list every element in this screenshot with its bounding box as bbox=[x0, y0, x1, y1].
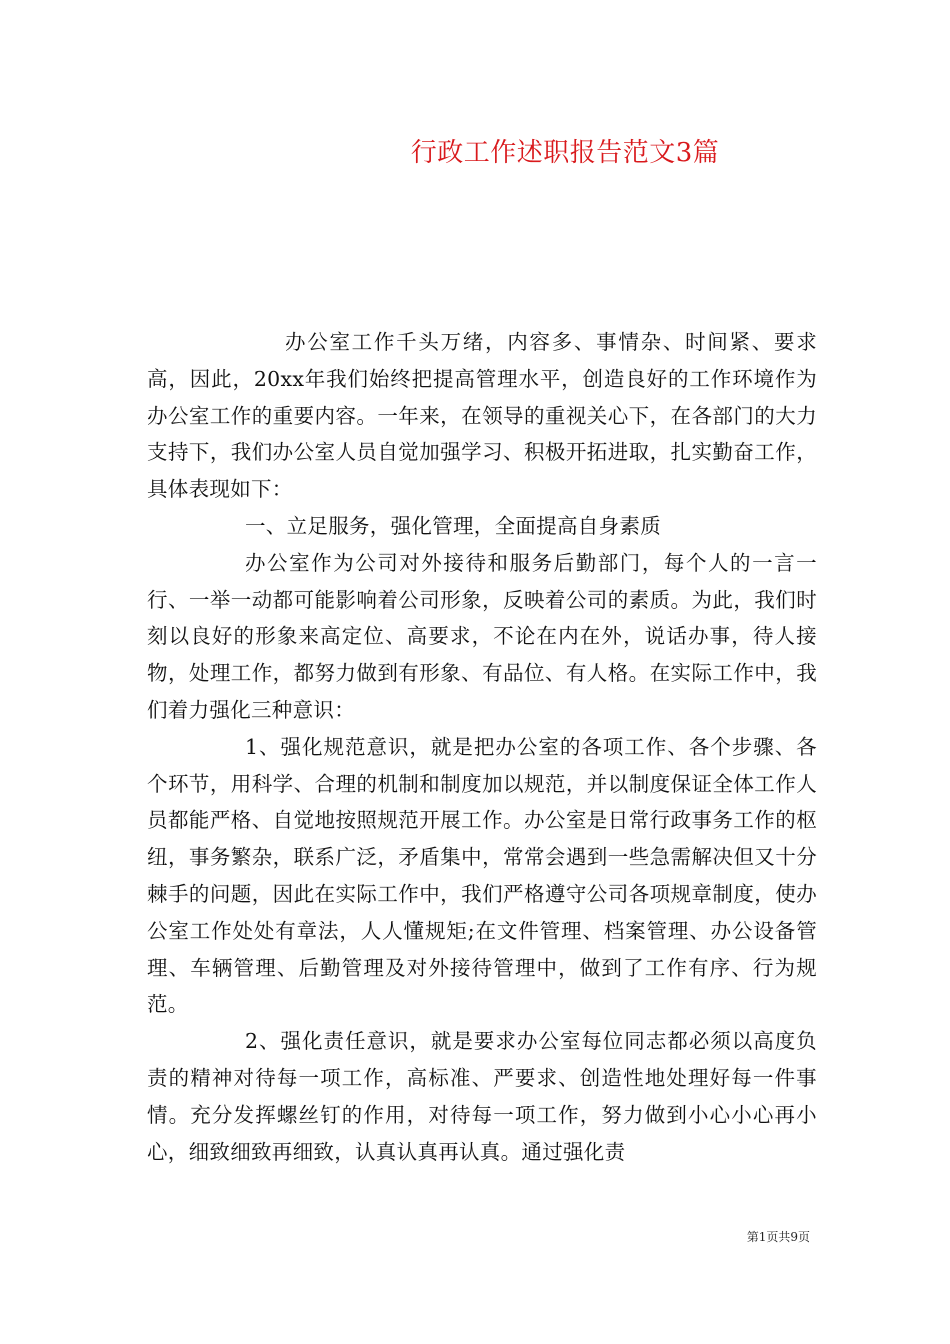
section-heading-1: 一、立足服务，强化管理，全面提高自身素质 bbox=[245, 513, 661, 538]
document-body bbox=[147, 324, 817, 1170]
paragraph-standard-awareness: 1、强化规范意识，就是把办公室的各项工作、各个步骤、各个环节，用科学、合理的机制和制度加以规范，并以制度保证全体工作人员都能严格、自觉地按照规范开展工作。办公室是日常行政事务工作的枢纽，事务繁杂，联系广泛，矛盾集中，常常会遇到一些急需解决但又十分棘手的问题，因此在实际工作中，我们严格遵守公司各项规章制度，使办公室工作处处有章法，人人懂规矩;在文件管理、档案管理、办公设备管理、车辆管理、后勤管理及对外接待管理中，做到了工作有序、行为规范。 bbox=[147, 734, 817, 1017]
document-title: 行政工作述职报告范文3篇 bbox=[410, 138, 720, 168]
paragraph-responsibility-awareness: 2、强化责任意识，就是要求办公室每位同志都必须以高度负责的精神对待每一项工作，高标准、严要求、创造性地处理好每一件事情。充分发挥螺丝钉的作用，对待每一项工作，努力做到小心小心再小心，细致细致再细致，认真认真再认真。通过强化责 bbox=[147, 1029, 817, 1164]
paragraph-office-role: 办公室作为公司对外接待和服务后勤部门，每个人的一言一行、一举一动都可能影响着公司形象，反映着公司的素质。为此，我们时刻以良好的形象来高定位、高要求，不论在内在外，说话办事，待人接物，处理工作，都努力做到有形象、有品位、有人格。在实际工作中，我们着力强化三种意识： bbox=[147, 550, 817, 722]
page-footer: 第1页共9页 bbox=[746, 1230, 810, 1244]
paragraph-intro: 办公室工作千头万绪，内容多、事情杂、时间紧、要求高，因此，20xx年我们始终把提高管理水平，创造良好的工作环境作为办公室工作的重要内容。一年来，在领导的重视关心下，在各部门的大力支持下，我们办公室人员自觉加强学习、积极开拓进取，扎实勤奋工作，具体表现如下： bbox=[147, 330, 817, 502]
